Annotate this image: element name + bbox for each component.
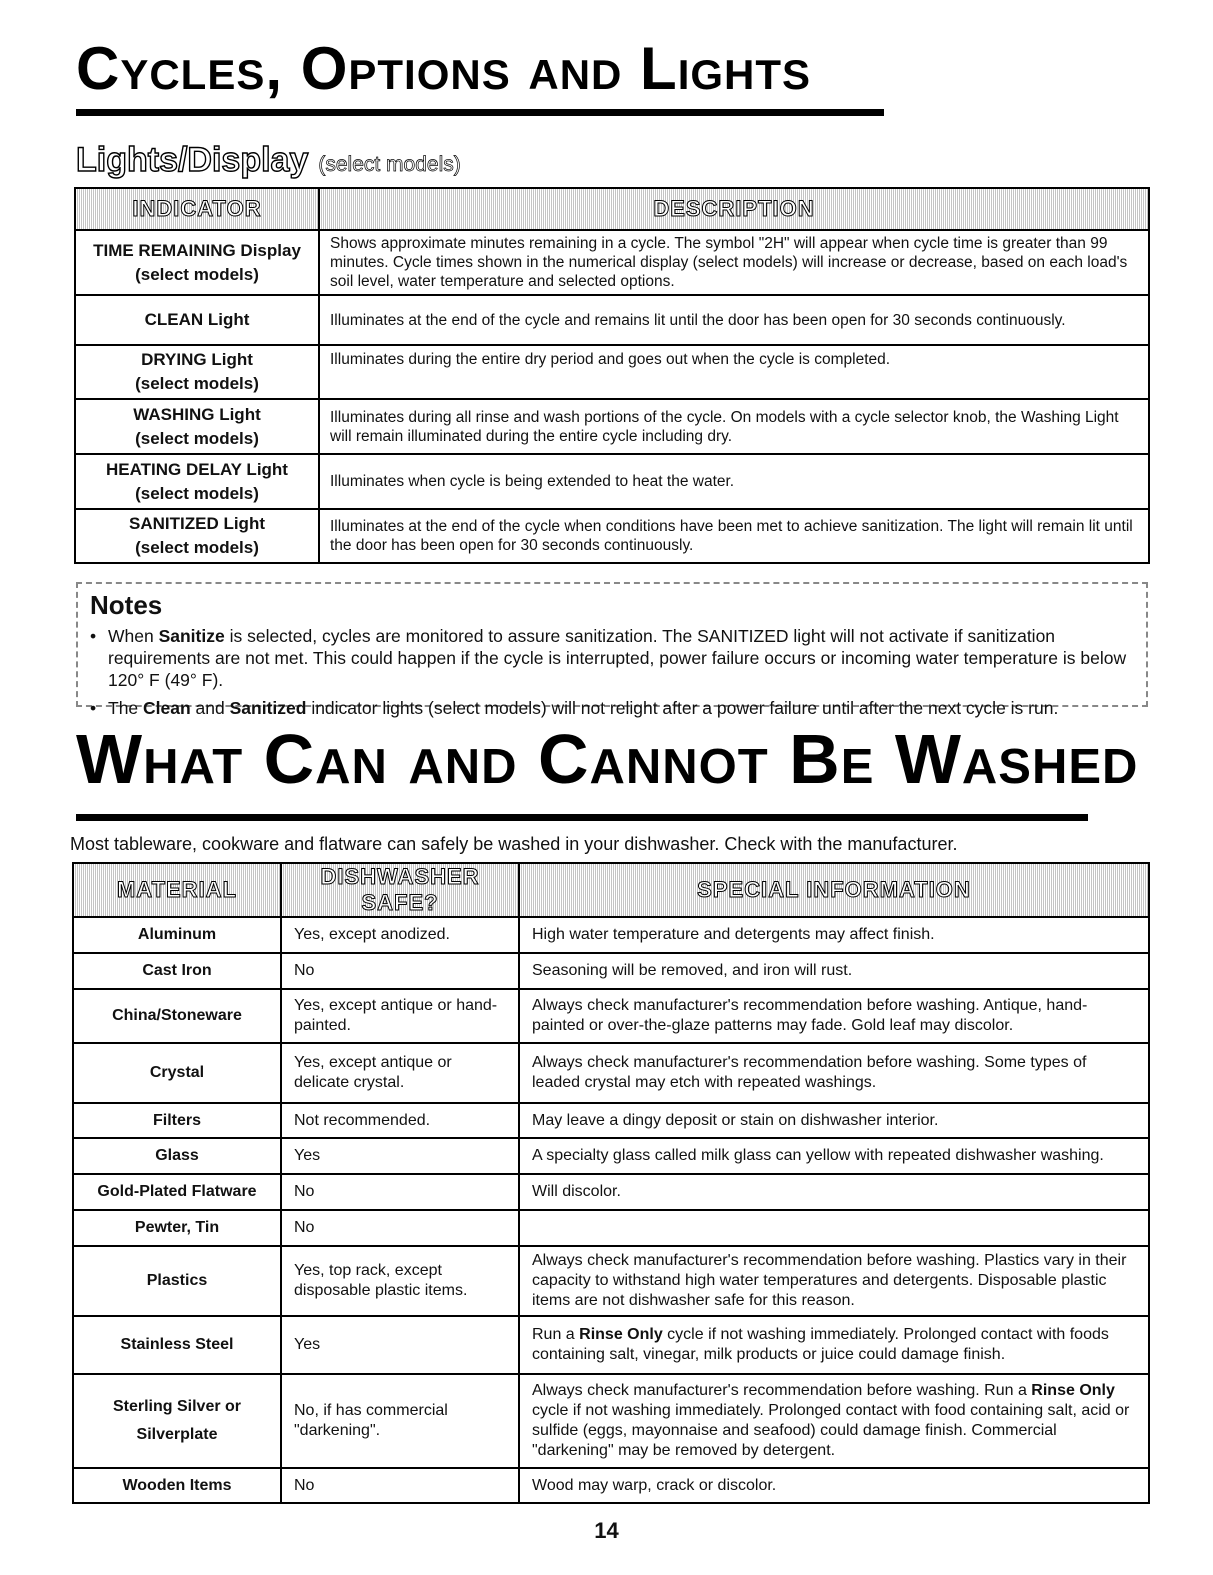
info-emphasis: Rinse Only <box>579 1326 663 1343</box>
table-row <box>75 230 1149 295</box>
table-row <box>73 989 1149 1043</box>
info-emphasis: Rinse Only <box>1031 1382 1115 1399</box>
material-cell: Pewter, Tin <box>73 1210 281 1246</box>
title-underline <box>76 109 884 116</box>
table-row <box>73 1246 1149 1316</box>
table-row <box>75 345 1149 399</box>
table-row <box>73 1374 1149 1468</box>
info-cell: Always check manufacturer's recommendation before washing. Antique, hand-painted or over-the-glaze patterns may fade. Gold leaf may discolor. <box>519 989 1149 1043</box>
note-text: indicator lights (select models) will not relight after a power failure until after the next cycle is run. <box>306 698 1059 718</box>
header-description: DESCRIPTION <box>319 188 1149 230</box>
info-cell: Will discolor. <box>519 1174 1149 1210</box>
table-row <box>73 1103 1149 1138</box>
table-row <box>73 917 1149 953</box>
table-row <box>75 454 1149 509</box>
safe-cell: No <box>281 953 519 989</box>
bullet-icon: • <box>90 626 97 646</box>
table-row <box>73 1043 1149 1103</box>
note-emphasis: Sanitize <box>158 626 225 646</box>
indicator-cell <box>75 509 319 563</box>
indicator-name: SANITIZED Light <box>129 514 265 533</box>
info-text: cycle if not washing immediately. Prolonged contact with food containing salt, acid or sulfide (eggs, mayonnaise and seafood) could damage finish. Commercial "darkening" may be removed by detergent. <box>532 1402 1130 1459</box>
lights-display-title: Lights/Display <box>76 141 309 179</box>
description-cell: Illuminates when cycle is being extended to heat the water. <box>319 454 1149 509</box>
safe-cell: Yes, except antique or hand-painted. <box>281 989 519 1043</box>
lights-display-heading <box>76 141 461 180</box>
safe-cell: No, if has commercial "darkening". <box>281 1374 519 1468</box>
header-special-information: SPECIAL INFORMATION <box>519 863 1149 917</box>
info-cell: Always check manufacturer's recommendation before washing. Plastics vary in their capacity to withstand high water temperatures and detergents. Disposable plastic items are not dishwasher safe for this reason. <box>519 1246 1149 1316</box>
indicator-cell <box>75 295 319 345</box>
indicator-cell <box>75 345 319 399</box>
info-cell: May leave a dingy deposit or stain on dishwasher interior. <box>519 1103 1149 1138</box>
materials-table <box>72 862 1150 1504</box>
note-emphasis: Sanitized <box>229 698 307 718</box>
material-cell: China/Stoneware <box>73 989 281 1043</box>
info-cell: A specialty glass called milk glass can yellow with repeated dishwasher washing. <box>519 1138 1149 1174</box>
safe-cell: Yes, top rack, except disposable plastic items. <box>281 1246 519 1316</box>
table-row <box>73 1210 1149 1246</box>
note-emphasis: Clean <box>143 698 191 718</box>
notes-box <box>76 582 1148 718</box>
lights-table <box>74 187 1150 564</box>
safe-cell: No <box>281 1468 519 1503</box>
intro-text: Most tableware, cookware and flatware can safely be washed in your dishwasher. Check with the manufacturer. <box>70 834 958 854</box>
section-title-cycles: Cycles, Options and Lights <box>76 35 812 102</box>
indicator-name: DRYING Light <box>141 350 253 369</box>
table-row <box>75 295 1149 345</box>
description-cell: Shows approximate minutes remaining in a cycle. The symbol "2H" will appear when cycle time is greater than 99 minutes. Cycle times shown in the numerical display (select models) will increase or decrease, based on each load's soil level, water temperature and selected options. <box>319 230 1149 295</box>
description-cell: Illuminates during the entire dry period and goes out when the cycle is completed. <box>319 345 1149 399</box>
safe-cell: Yes <box>281 1316 519 1374</box>
indicator-cell <box>75 399 319 454</box>
safe-cell: No <box>281 1210 519 1246</box>
lights-display-subtitle: (select models) <box>318 153 461 176</box>
table-row <box>73 1138 1149 1174</box>
safe-cell: No <box>281 1174 519 1210</box>
material-cell: Aluminum <box>73 917 281 953</box>
indicator-note: (select models) <box>135 428 259 448</box>
material-cell: Sterling Silver or Silverplate <box>73 1374 281 1468</box>
page-number: 14 <box>594 1518 619 1543</box>
material-cell: Cast Iron <box>73 953 281 989</box>
info-text: cycle if not washing immediately. Prolonged contact with foods containing salt, vinegar, milk products or juice could damage finish. <box>532 1326 1109 1363</box>
indicator-note: (select models) <box>135 264 259 284</box>
safe-cell: Not recommended. <box>281 1103 519 1138</box>
info-cell <box>519 1374 1149 1468</box>
safe-cell: Yes, except anodized. <box>281 917 519 953</box>
material-cell: Crystal <box>73 1043 281 1103</box>
header-material: MATERIAL <box>73 863 281 917</box>
section-title-washed: What Can and Cannot Be Washed <box>76 720 1139 798</box>
indicator-note: (select models) <box>135 483 259 503</box>
table-row <box>73 1316 1149 1374</box>
info-cell: High water temperature and detergents may affect finish. <box>519 917 1149 953</box>
note-text: is selected, cycles are monitored to assure sanitization. The SANITIZED light will not activate if sanitization requirements are not met. This could happen if the cycle is interrupted, power failure occurs or incoming water temperature is below 120° F (49° F). <box>108 626 1127 690</box>
info-cell <box>519 1316 1149 1374</box>
info-cell: Wood may warp, crack or discolor. <box>519 1468 1149 1503</box>
notes-title: Notes <box>90 590 163 620</box>
note-text: The <box>108 698 144 718</box>
info-cell: Always check manufacturer's recommendation before washing. Some types of leaded crystal may etch with repeated washings. <box>519 1043 1149 1103</box>
description-cell: Illuminates at the end of the cycle when conditions have been met to achieve sanitization. The light will remain lit until the door has been open for 30 seconds continuously. <box>319 509 1149 563</box>
indicator-name: WASHING Light <box>133 404 261 424</box>
safe-cell: Yes <box>281 1138 519 1174</box>
table-row <box>73 1468 1149 1503</box>
bullet-icon: • <box>90 698 97 718</box>
info-cell <box>519 1210 1149 1246</box>
indicator-name: HEATING DELAY Light <box>106 459 288 479</box>
indicator-note: (select models) <box>135 538 259 557</box>
title-underline <box>76 814 1088 821</box>
material-cell: Glass <box>73 1138 281 1174</box>
description-cell: Illuminates during all rinse and wash portions of the cycle. On models with a cycle selector knob, the Washing Light will remain illuminated during the entire cycle including dry. <box>319 399 1149 454</box>
note-item <box>90 697 1134 719</box>
note-item <box>90 625 1134 691</box>
note-text: When <box>108 626 159 646</box>
table-row <box>75 399 1149 454</box>
header-indicator: INDICATOR <box>75 188 319 230</box>
material-cell: Wooden Items <box>73 1468 281 1503</box>
indicator-cell <box>75 454 319 509</box>
info-cell: Seasoning will be removed, and iron will rust. <box>519 953 1149 989</box>
material-cell: Filters <box>73 1103 281 1138</box>
description-cell: Illuminates at the end of the cycle and remains lit until the door has been open for 30 seconds continuously. <box>319 295 1149 345</box>
table-row <box>73 1174 1149 1210</box>
indicator-note: (select models) <box>135 374 259 393</box>
header-dishwasher-safe: DISHWASHER SAFE? <box>281 863 519 917</box>
indicator-name: CLEAN Light <box>144 310 250 329</box>
safe-cell: Yes, except antique or delicate crystal. <box>281 1043 519 1103</box>
table-row <box>73 953 1149 989</box>
material-cell: Stainless Steel <box>73 1316 281 1374</box>
material-cell: Plastics <box>73 1246 281 1316</box>
note-text: and <box>190 698 230 718</box>
indicator-name: TIME REMAINING Display <box>93 240 301 260</box>
table-row <box>75 509 1149 563</box>
material-cell: Gold-Plated Flatware <box>73 1174 281 1210</box>
info-text: Always check manufacturer's recommendation before washing. Run a <box>532 1382 1032 1399</box>
indicator-cell <box>75 230 319 295</box>
info-text: Run a <box>532 1326 580 1343</box>
